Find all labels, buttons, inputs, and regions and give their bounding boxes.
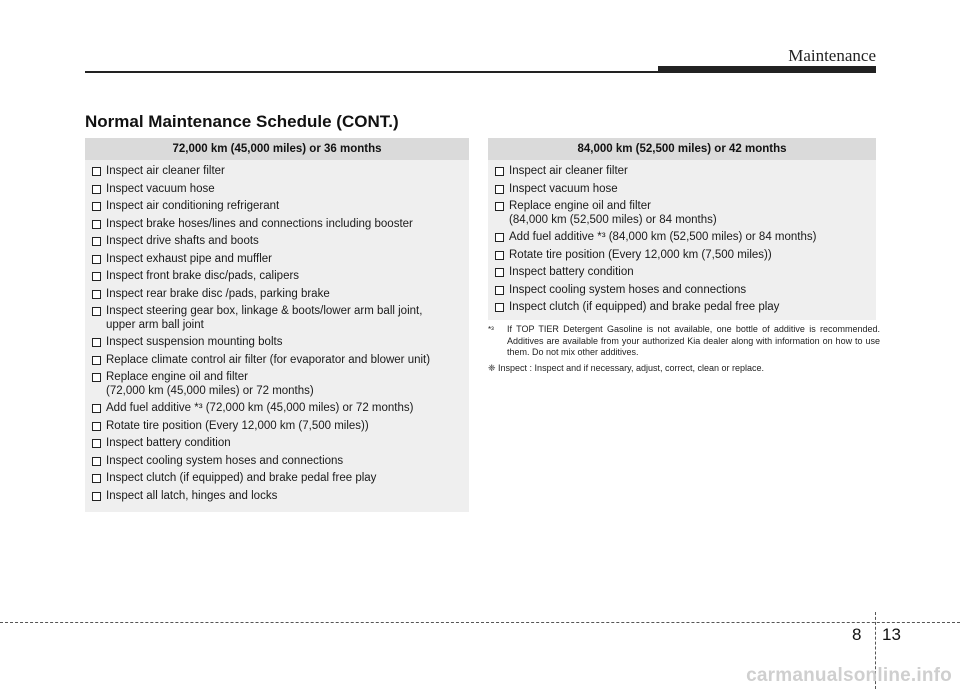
schedule-heading-84000: 84,000 km (52,500 miles) or 42 months: [488, 138, 876, 160]
checkbox-icon: [495, 251, 504, 260]
checklist-item: [85, 453, 469, 471]
checkbox-icon: [92, 492, 101, 501]
checklist-item-text: Replace engine oil and filter (72,000 km (45,000 miles) or 72 months): [106, 371, 314, 397]
header-section-title: Maintenance: [788, 46, 876, 65]
checkbox-icon: [495, 286, 504, 295]
checkbox-icon: [92, 185, 101, 194]
checklist-item-text: Replace engine oil and filter (84,000 km (52,500 miles) or 84 months): [509, 200, 717, 226]
checklist-item: [488, 163, 876, 181]
checklist-item-text: Inspect air cleaner filter: [106, 165, 225, 177]
checklist-item-text: Inspect cooling system hoses and connections: [106, 454, 344, 467]
checklist-item: [488, 247, 876, 265]
checkbox-icon: [495, 268, 504, 277]
checklist-item-text: Inspect air cleaner filter: [509, 165, 628, 177]
checklist-item-text: Inspect steering gear box, linkage & boots/lower arm ball joint, upper arm ball joint: [106, 305, 423, 331]
checklist-item-text: Inspect clutch (if equipped) and brake pedal free play: [509, 301, 780, 313]
checklist-item-text: Inspect suspension mounting bolts: [106, 336, 283, 348]
checkbox-icon: [92, 220, 101, 229]
checklist-item-text: Inspect vacuum hose: [106, 182, 215, 195]
checklist-item-text: Inspect rear brake disc /pads, parking brake: [106, 287, 330, 300]
checkbox-icon: [92, 307, 101, 316]
footnote-row: [488, 324, 880, 359]
checkbox-icon: [495, 167, 504, 176]
footer-dashed-line: [0, 622, 960, 623]
checkbox-icon: [92, 404, 101, 413]
watermark-text: carmanualsonline.info: [746, 665, 952, 686]
checkbox-icon: [92, 237, 101, 246]
checkbox-icon: [92, 202, 101, 211]
checklist-item-text: Add fuel additive *³ (84,000 km (52,500 miles) or 84 months): [509, 231, 817, 243]
inspect-note: ❈ Inspect : Inspect and if necessary, adjust, correct, clean or replace.: [488, 362, 765, 373]
checklist-item-text: Inspect battery condition: [509, 266, 634, 278]
checkbox-icon: [92, 373, 101, 382]
checklist-item-text: Inspect clutch (if equipped) and brake pedal free play: [106, 472, 377, 484]
page-number: 13: [882, 625, 901, 644]
checklist-item: [85, 251, 469, 269]
checklist-item-text: Inspect vacuum hose: [509, 182, 618, 195]
checklist-item: [85, 233, 469, 251]
checklist-item-text: Replace climate control air filter (for evaporator and blower unit): [106, 353, 431, 366]
checkbox-icon: [92, 422, 101, 431]
checklist-84000: [488, 160, 876, 319]
checklist-item-text: Inspect brake hoses/lines and connections including booster: [106, 217, 413, 230]
checklist-item: [85, 163, 469, 181]
checkbox-icon: [495, 202, 504, 211]
checkbox-icon: [495, 303, 504, 312]
checkbox-icon: [92, 356, 101, 365]
checkbox-icon: [92, 255, 101, 264]
header-rule-thin: [85, 71, 659, 73]
checklist-item-text: Inspect exhaust pipe and muffler: [106, 252, 273, 265]
checklist-item: [488, 181, 876, 199]
footnote-mark: *³: [488, 325, 494, 334]
checklist-item: [85, 352, 469, 370]
checklist-item: [85, 369, 469, 400]
schedule-box-84000: [488, 138, 876, 320]
checkbox-icon: [495, 233, 504, 242]
checkbox-icon: [92, 439, 101, 448]
page-title: Normal Maintenance Schedule (CONT.): [85, 112, 399, 131]
checklist-item: [85, 303, 469, 334]
chapter-number: 8: [852, 625, 862, 644]
checkbox-icon: [92, 167, 101, 176]
checkbox-icon: [92, 457, 101, 466]
schedule-box-72000: [85, 138, 469, 512]
checklist-item: [85, 216, 469, 234]
checklist-item-text: Inspect front brake disc/pads, calipers: [106, 270, 300, 282]
checklist-item: [85, 418, 469, 436]
checklist-item: [85, 470, 469, 488]
checklist-item-text: Inspect cooling system hoses and connections: [509, 283, 747, 296]
header-rule-thick: [658, 66, 876, 73]
checkbox-icon: [92, 272, 101, 281]
checklist-item-text: Inspect drive shafts and boots: [106, 235, 259, 247]
checklist-item-text: Inspect all latch, hinges and locks: [106, 489, 278, 502]
checklist-item: [85, 488, 469, 506]
checklist-item: [85, 268, 469, 286]
checklist-item: [85, 435, 469, 453]
checkbox-icon: [92, 338, 101, 347]
checklist-item: [488, 264, 876, 282]
checklist-item-text: Inspect air conditioning refrigerant: [106, 200, 280, 212]
checklist-item-text: Rotate tire position (Every 12,000 km (7,500 miles)): [106, 419, 369, 432]
checklist-item: [85, 198, 469, 216]
checklist-item-text: Inspect battery condition: [106, 437, 231, 449]
checklist-item-text: Add fuel additive *³ (72,000 km (45,000 miles) or 72 months): [106, 402, 414, 414]
checklist-item: [85, 286, 469, 304]
checklist-item-text: Rotate tire position (Every 12,000 km (7,500 miles)): [509, 248, 772, 261]
checklist-item: [85, 334, 469, 352]
notes-block: [488, 324, 880, 374]
checkbox-icon: [495, 185, 504, 194]
checklist-item: [85, 400, 469, 418]
checklist-item: [488, 282, 876, 300]
checklist-72000: [85, 160, 469, 507]
footnote-text: If TOP TIER Detergent Gasoline is not available, one bottle of additive is recommended. Additives are available from your authorized Kia dealer along with information on how to use them. Do not mix other additives.: [507, 324, 880, 357]
checklist-item: [488, 229, 876, 247]
checkbox-icon: [92, 290, 101, 299]
checklist-item: [85, 181, 469, 199]
checklist-item: [488, 299, 876, 317]
schedule-heading-72000: 72,000 km (45,000 miles) or 36 months: [85, 138, 469, 160]
checklist-item: [488, 198, 876, 229]
checkbox-icon: [92, 474, 101, 483]
